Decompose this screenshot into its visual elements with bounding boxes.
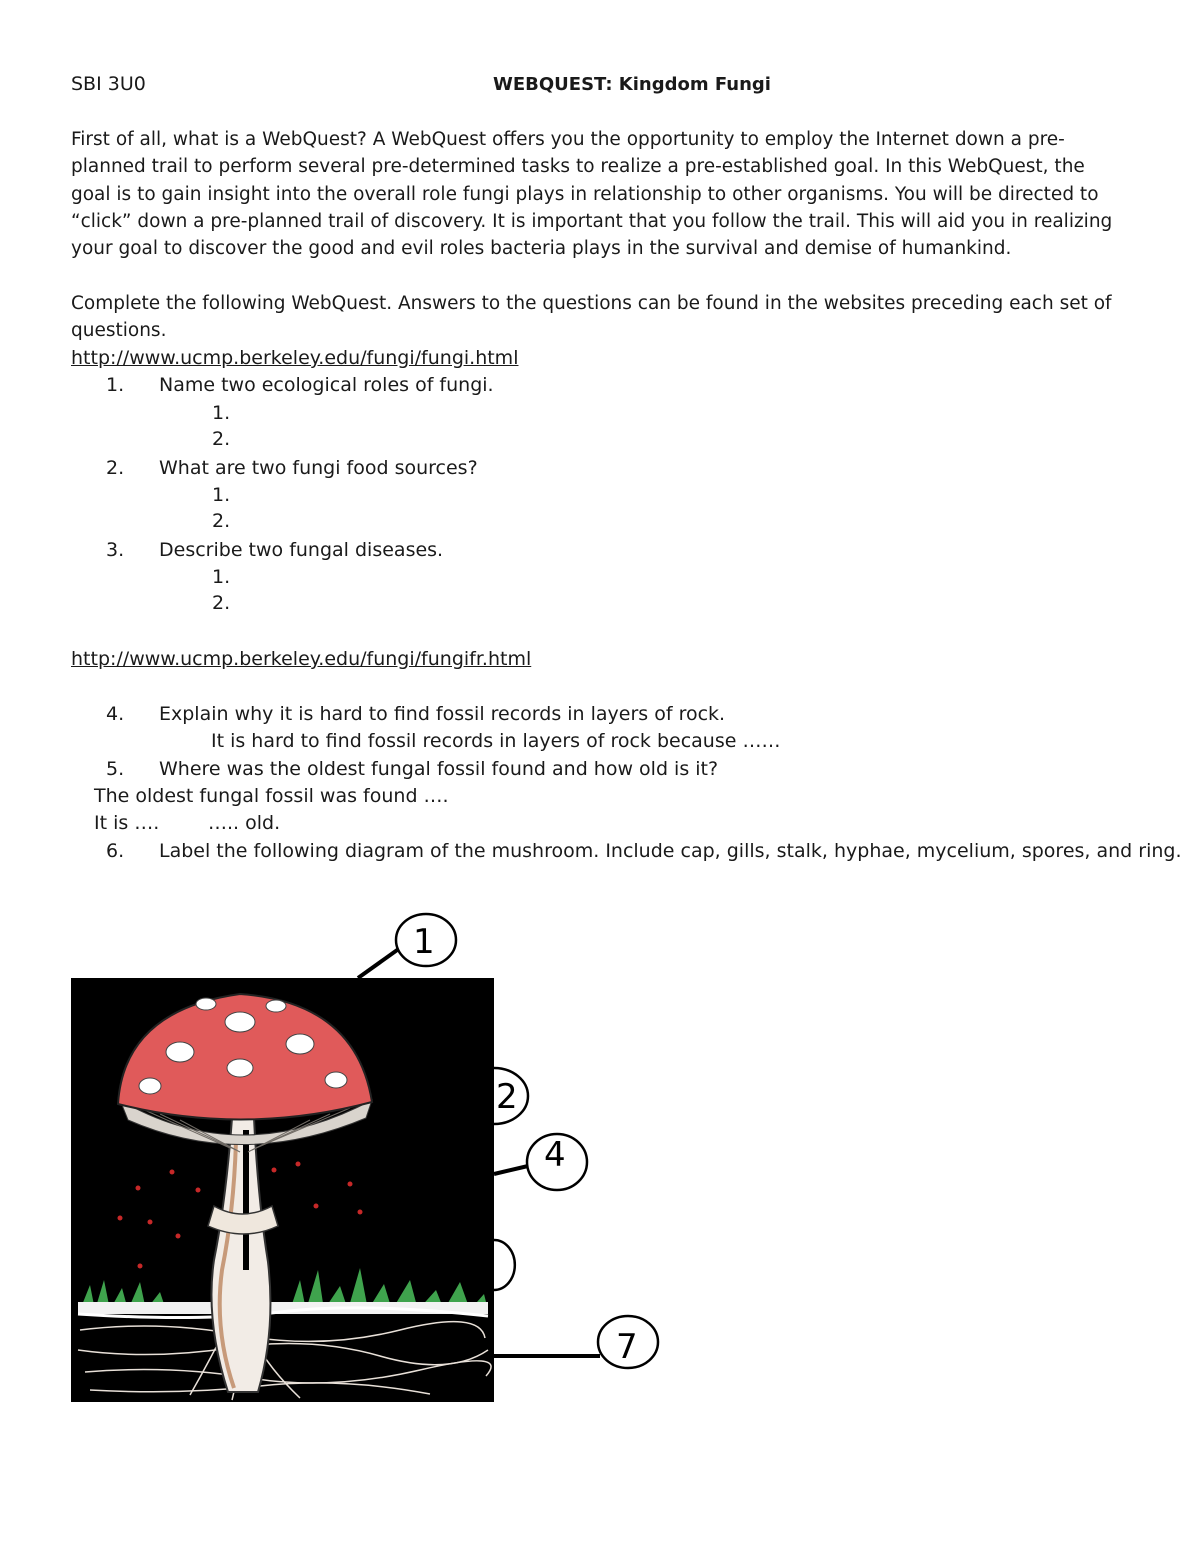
answer-number: 1. <box>212 484 231 506</box>
answer-line: The oldest fungal fossil was found …. <box>94 785 449 807</box>
diagram-label-2: 2 <box>496 1077 518 1117</box>
intro-line: “click” down a pre-planned trail of discovery. It is important that you follow the trail. This will aid you in realizing <box>71 210 1113 232</box>
page-title: WEBQUEST: Kingdom Fungi <box>493 74 771 95</box>
question-number: 6. <box>106 840 125 862</box>
answer-number: 2. <box>212 428 231 450</box>
instructions-line: Complete the following WebQuest. Answers to the questions can be found in the websites preceding each set of <box>71 293 1112 314</box>
link-fungi[interactable]: http://www.ucmp.berkeley.edu/fungi/fungi.html <box>71 347 519 369</box>
question-text: Where was the oldest fungal fossil found and how old is it? <box>159 758 719 780</box>
intro-line: your goal to discover the good and evil roles bacteria plays in the survival and demise of humankind. <box>71 238 1012 260</box>
course-code: SBI 3U0 <box>71 73 146 95</box>
question-number: 3. <box>106 539 125 561</box>
answer-line: ….. old. <box>208 812 281 834</box>
answer-number: 2. <box>212 510 231 532</box>
question-number: 5. <box>106 758 125 780</box>
diagram-label-7: 7 <box>616 1327 638 1367</box>
question-text: Describe two fungal diseases. <box>159 539 444 561</box>
answer-number: 1. <box>212 566 231 588</box>
answer-line: It is …. <box>94 812 160 834</box>
question-text: What are two fungi food sources? <box>159 457 478 479</box>
answer-line: It is hard to find fossil records in layers of rock because …… <box>211 730 781 752</box>
intro-paragraph <box>71 126 1131 262</box>
question-number: 2. <box>106 457 125 479</box>
question-number: 1. <box>106 374 125 396</box>
question-text: Explain why it is hard to find fossil records in layers of rock. <box>159 703 726 725</box>
answer-number: 2. <box>212 592 231 614</box>
question-text: Label the following diagram of the mushroom. Include cap, gills, stalk, hyphae, mycelium, spores, and ring. <box>159 840 1182 862</box>
question-number: 4. <box>106 703 125 725</box>
link-fungi-fossil-record[interactable]: http://www.ucmp.berkeley.edu/fungi/fungifr.html <box>71 648 532 670</box>
instructions-paragraph <box>71 290 1131 345</box>
instructions-line: questions. <box>71 320 167 342</box>
question-text: Name two ecological roles of fungi. <box>159 374 494 396</box>
answer-number: 1. <box>212 402 231 424</box>
diagram-label-1: 1 <box>413 922 435 962</box>
intro-line: planned trail to perform several pre-determined tasks to realize a pre-established goal. In this WebQuest, the <box>71 156 1085 178</box>
mushroom-diagram <box>0 880 700 1440</box>
intro-line: goal is to gain insight into the overall role fungi plays in relationship to other organisms. You will be directed to <box>71 183 1099 205</box>
diagram-label-4: 4 <box>544 1135 566 1175</box>
intro-line: First of all, what is a WebQuest? A WebQuest offers you the opportunity to employ the Internet down a pre- <box>71 129 1065 150</box>
